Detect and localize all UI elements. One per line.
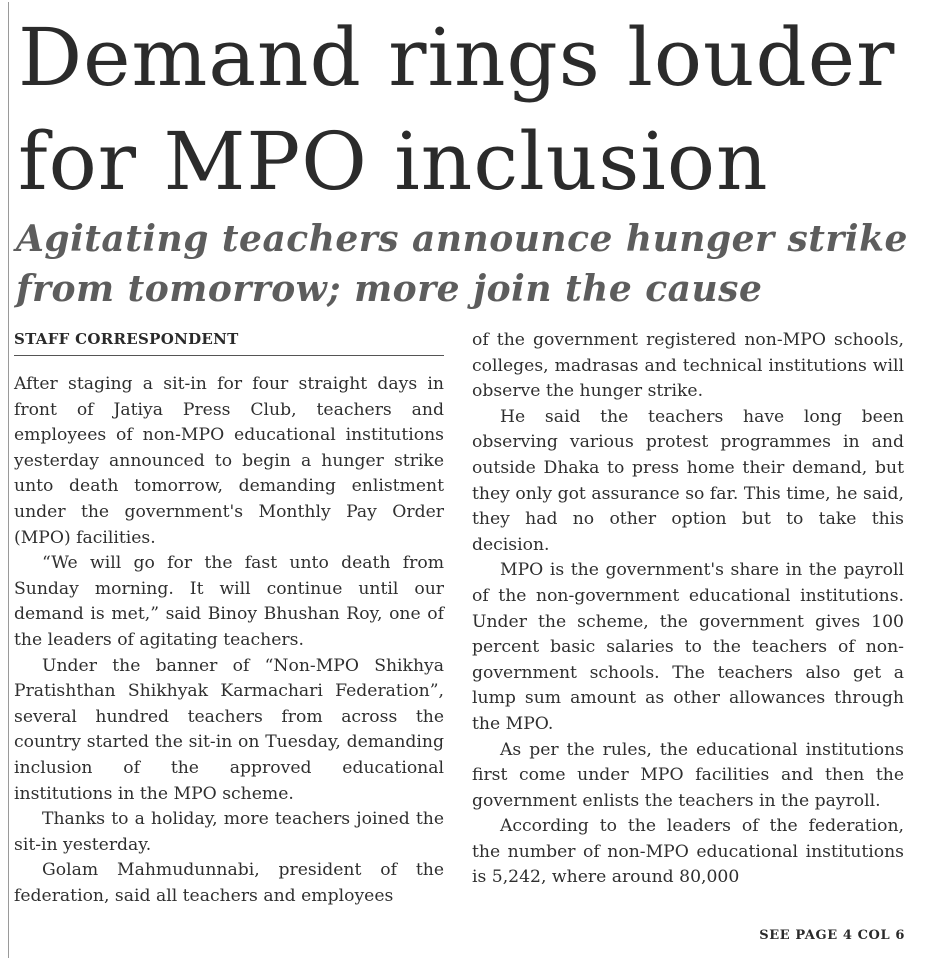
headline-line-1: Demand rings louder: [18, 11, 896, 104]
paragraph: According to the leaders of the federation, the number of non-MPO educational institutions is 5,242, where around 80,000: [472, 816, 904, 888]
continuation-jump: SEE PAGE 4 COL 6: [759, 928, 905, 943]
paragraph: Under the banner of “Non-MPO Shikhya Pratishthan Shikhyak Karmachari Federation”, several hundred teachers from across the country started the sit-in on Tuesday, demanding inclusion of the approved educational institutions in the MPO scheme.: [14, 655, 444, 804]
subheadline-line-2: from tomorrow; more join the cause: [16, 268, 763, 310]
paragraph: Thanks to a holiday, more teachers joined the sit-in yesterday.: [14, 809, 444, 855]
byline: STAFF CORRESPONDENT: [14, 328, 444, 356]
paragraph: As per the rules, the educational institutions first come under MPO facilities and then the government enlists the teachers in the payroll.: [472, 739, 904, 811]
headline: [18, 6, 918, 214]
article-column-left: [14, 328, 444, 909]
column-rule: [8, 2, 9, 958]
headline-line-2: for MPO inclusion: [18, 115, 769, 208]
paragraph: “We will go for the fast unto death from Sunday morning. It will continue until our demand is met,” said Binoy Bhushan Roy, one of the leaders of agitating teachers.: [14, 553, 444, 650]
paragraph: After staging a sit-in for four straight days in front of Jatiya Press Club, teachers and employees of non-MPO educational institutions yesterday announced to begin a hunger strike unto death tomorrow, demanding enlistment under the government's Monthly Pay Order (MPO) facilities.: [14, 374, 444, 548]
paragraph: He said the teachers have long been observing various protest programmes in and outside Dhaka to press home their demand, but they only got assurance so far. This time, he said, they had no other option but to take this decision.: [472, 406, 904, 555]
article-column-right: [472, 328, 904, 891]
subheadline-line-1: Agitating teachers announce hunger strike: [16, 218, 908, 260]
subheadline: [16, 214, 916, 314]
paragraph: MPO is the government's share in the payroll of the non-government educational institutions. Under the scheme, the government gives 100 percent basic salaries to the teachers of non-government schools. The teachers also get a lump sum amount as other allowances through the MPO.: [472, 560, 904, 734]
paragraph: of the government registered non-MPO schools, colleges, madrasas and technical institutions will observe the hunger strike.: [472, 330, 904, 402]
paragraph: Golam Mahmudunnabi, president of the federation, said all teachers and employees: [14, 860, 444, 906]
